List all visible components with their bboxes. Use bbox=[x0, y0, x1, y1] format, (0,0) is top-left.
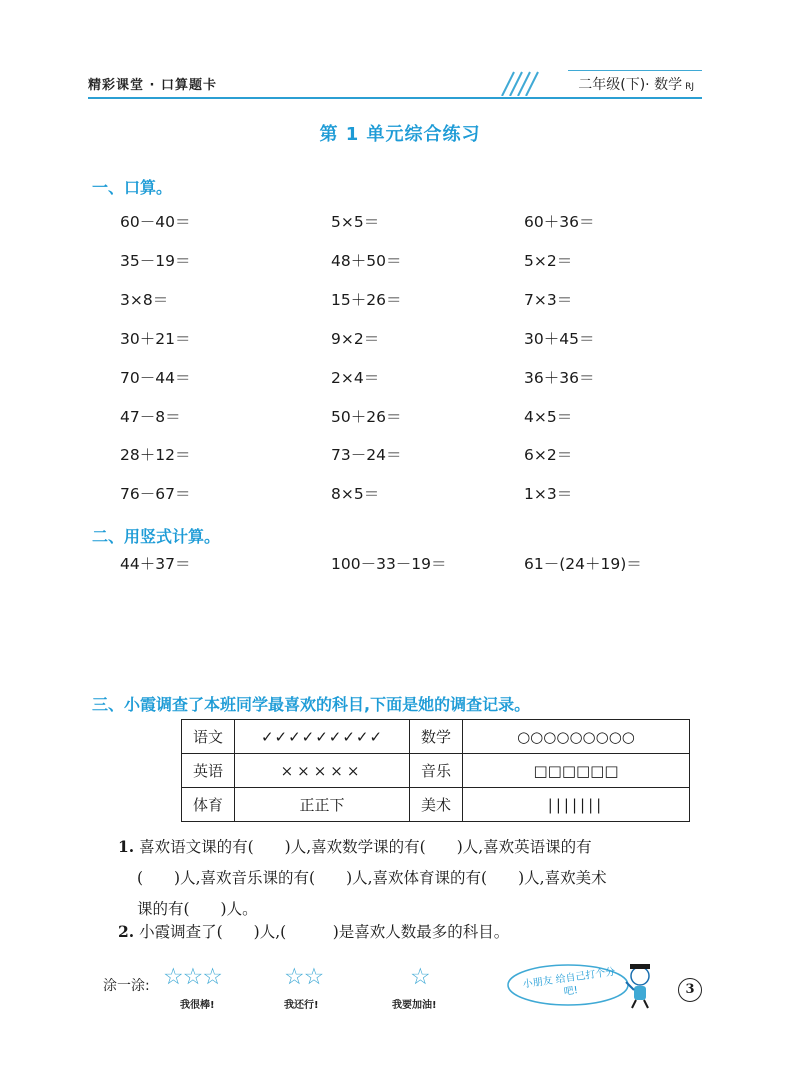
subject-cell: 英语 bbox=[182, 754, 235, 788]
tally-cell: ✓✓✓✓✓✓✓✓✓ bbox=[235, 720, 410, 754]
two-star-icon[interactable]: ☆☆ bbox=[284, 964, 324, 990]
mental-math-problem: 5×2＝ bbox=[524, 251, 573, 270]
mental-math-problem: 15＋26＝ bbox=[331, 290, 402, 309]
mental-math-problem: 35－19＝ bbox=[120, 251, 191, 270]
mental-math-problem: 76－67＝ bbox=[120, 485, 191, 504]
mental-math-problem: 70－44＝ bbox=[120, 368, 191, 387]
tally-cell: □□□□□□ bbox=[463, 754, 690, 788]
question-text: ( )人,喜欢音乐课的有( )人,喜欢体育课的有( )人,喜欢美术 bbox=[137, 869, 607, 887]
question-1 bbox=[118, 831, 708, 925]
table-row bbox=[182, 720, 690, 754]
vertical-calc-problem: 100－33－19＝ bbox=[331, 555, 447, 573]
page-number: 3 bbox=[678, 978, 702, 1002]
badge-text: 小朋友 给自己打个分吧! bbox=[522, 966, 617, 998]
subject-cell: 体育 bbox=[182, 788, 235, 822]
table-row bbox=[182, 754, 690, 788]
vertical-calc-problem: 44＋37＝ bbox=[120, 555, 191, 573]
header-rule bbox=[88, 97, 702, 99]
question-1-line bbox=[118, 831, 708, 863]
question-1-line bbox=[118, 863, 708, 894]
one-star-icon[interactable]: ☆ bbox=[410, 964, 430, 990]
rating-caption: 我还行! bbox=[284, 1000, 319, 1011]
subject-cell: 语文 bbox=[182, 720, 235, 754]
section2-heading: 二、用竖式计算。 bbox=[92, 527, 221, 546]
rating-label: 涂一涂: bbox=[103, 978, 150, 994]
mental-math-problem: 9×2＝ bbox=[331, 329, 380, 348]
question-text: 课的有( )人。 bbox=[137, 900, 258, 918]
mental-math-problem: 3×8＝ bbox=[120, 290, 169, 309]
mental-math-problem: 36＋36＝ bbox=[524, 368, 595, 387]
tally-cell: ××××× bbox=[235, 754, 410, 788]
rating-caption: 我要加油! bbox=[392, 1000, 437, 1011]
subject-cell: 数学 bbox=[410, 720, 463, 754]
mental-math-problem: 60＋36＝ bbox=[524, 213, 595, 231]
question-text: 小霞调查了( )人,( )是喜欢人数最多的科目。 bbox=[139, 923, 510, 941]
mental-math-problem: 4×5＝ bbox=[524, 407, 573, 426]
mental-math-problem: 8×5＝ bbox=[331, 485, 380, 504]
vertical-calc-problem: 61－(24＋19)＝ bbox=[524, 555, 642, 573]
mental-math-problem: 28＋12＝ bbox=[120, 446, 191, 465]
mental-math-problem: 6×2＝ bbox=[524, 446, 573, 465]
series-title: 精彩课堂 · 口算题卡 bbox=[88, 78, 217, 93]
mental-math-problem: 73－24＝ bbox=[331, 446, 402, 465]
mental-math-problem: 48＋50＝ bbox=[331, 251, 402, 270]
tally-cell: ||||||| bbox=[463, 788, 690, 822]
edition-tag: RJ bbox=[685, 82, 694, 92]
question-number: 1. bbox=[118, 837, 135, 856]
question-number: 2. bbox=[118, 922, 135, 941]
mental-math-problem: 7×3＝ bbox=[524, 290, 573, 309]
tally-cell: 正正下 bbox=[235, 788, 410, 822]
three-star-icon[interactable]: ☆☆☆ bbox=[163, 964, 222, 990]
mental-math-problem: 5×5＝ bbox=[331, 213, 380, 231]
subject-cell: 美术 bbox=[410, 788, 463, 822]
grade-subject-text: 二年级(下)· 数学 bbox=[578, 77, 683, 93]
mental-math-problem: 30＋45＝ bbox=[524, 329, 595, 348]
mental-math-problem: 60－40＝ bbox=[120, 213, 191, 231]
mental-math-problem: 50＋26＝ bbox=[331, 407, 402, 426]
subject-cell: 音乐 bbox=[410, 754, 463, 788]
question-2 bbox=[118, 916, 708, 948]
encouragement-badge bbox=[506, 960, 660, 1010]
page-title: 第 1 单元综合练习 bbox=[319, 124, 481, 145]
grade-subject bbox=[568, 70, 702, 96]
mental-math-problem: 2×4＝ bbox=[331, 368, 380, 387]
section1-heading: 一、口算。 bbox=[92, 178, 173, 197]
mental-math-problem: 1×3＝ bbox=[524, 485, 573, 504]
section3-heading: 三、小霞调查了本班同学最喜欢的科目,下面是她的调查记录。 bbox=[92, 695, 531, 714]
rating-caption: 我很棒! bbox=[180, 1000, 215, 1011]
table-row bbox=[182, 788, 690, 822]
tally-cell: ○○○○○○○○○ bbox=[463, 720, 690, 754]
page-header bbox=[88, 68, 702, 98]
survey-table bbox=[181, 719, 690, 822]
mental-math-problem: 47－8＝ bbox=[120, 407, 181, 426]
question-text: 喜欢语文课的有( )人,喜欢数学课的有( )人,喜欢英语课的有 bbox=[139, 838, 592, 856]
mental-math-problem: 30＋21＝ bbox=[120, 329, 191, 348]
header-stripes bbox=[498, 70, 548, 96]
